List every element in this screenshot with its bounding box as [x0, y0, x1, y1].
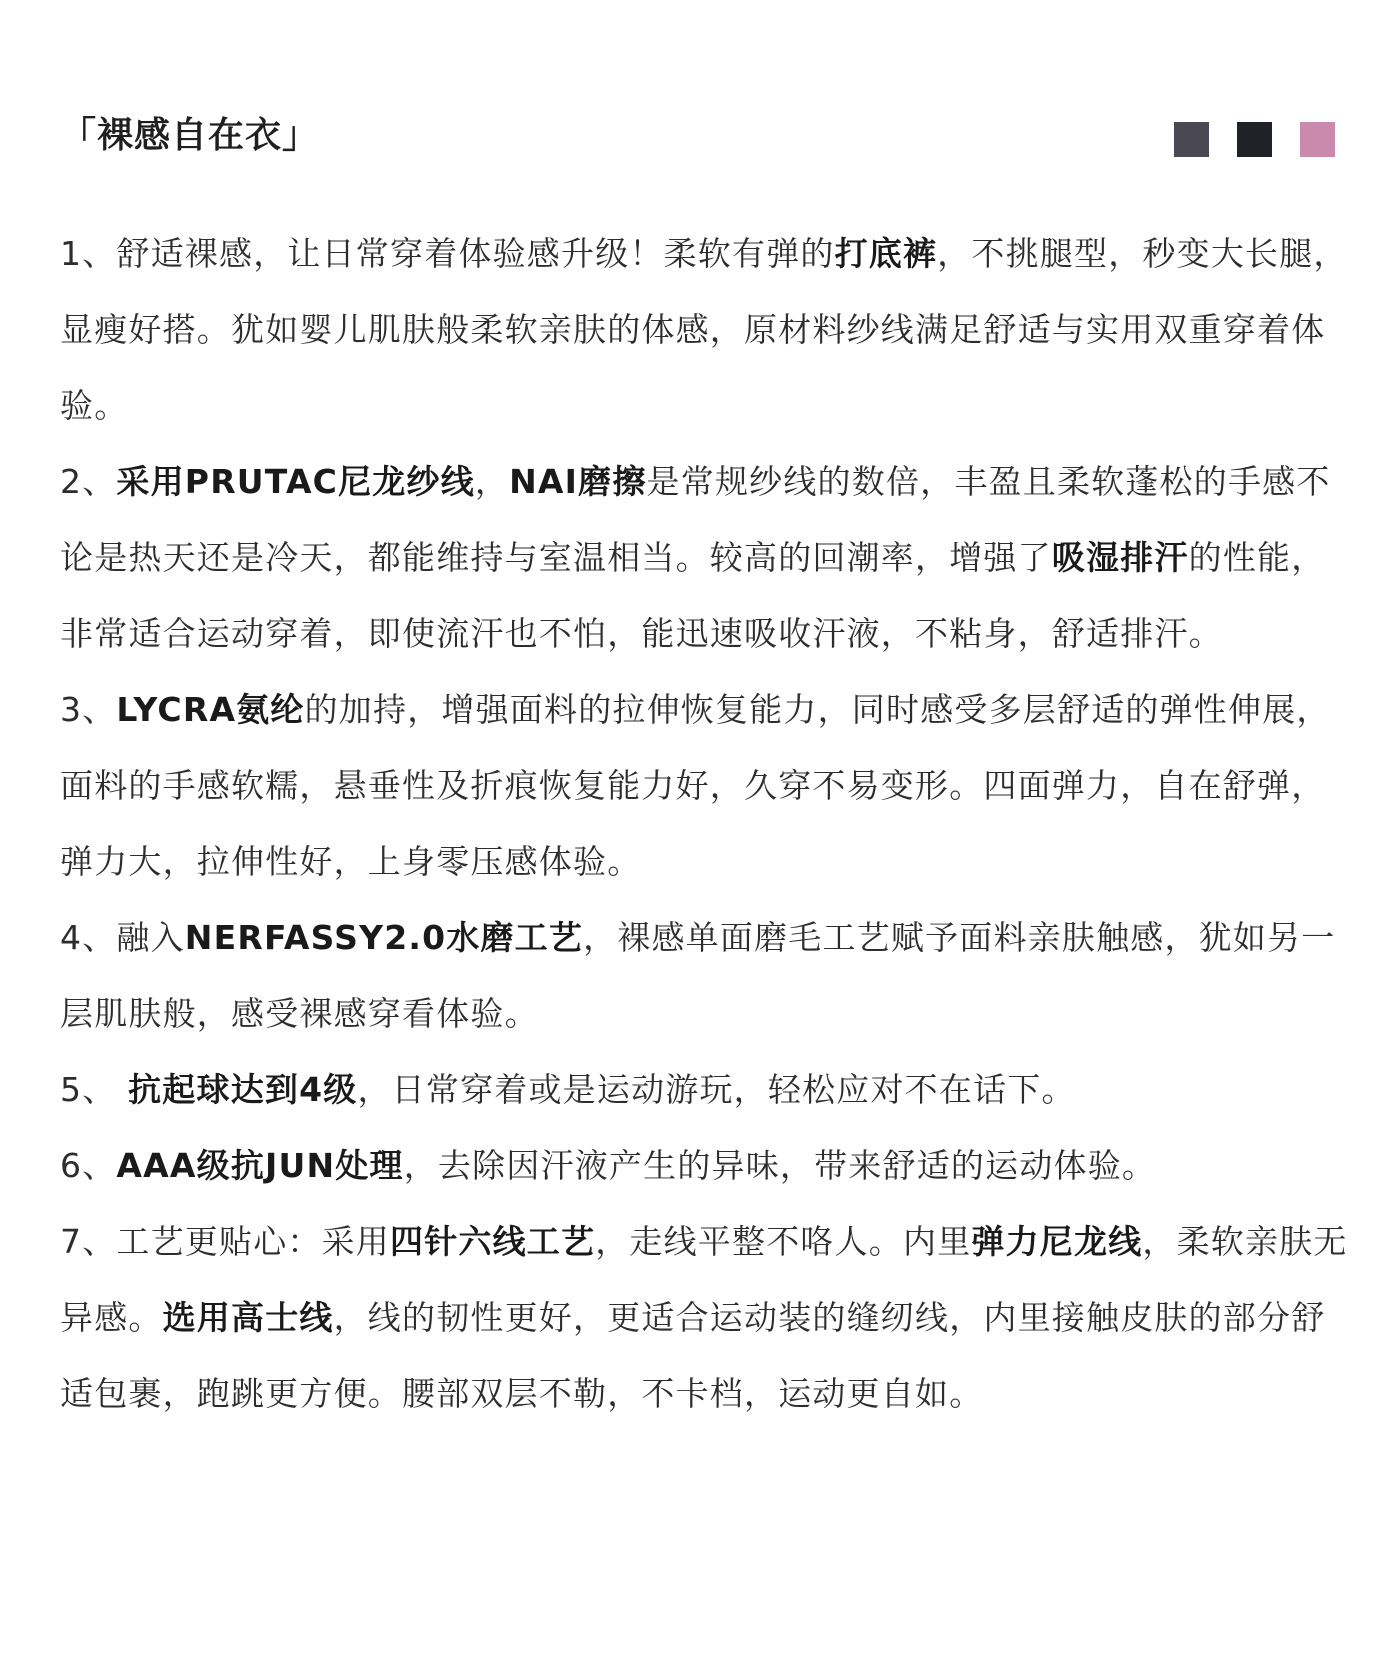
highlight-text: 吸湿排汗: [1051, 538, 1189, 577]
body-text: 是常规纱线的数倍，丰盈且柔软蓬松的手感不论是热天还是冷天，都能维持与室温相当。较高的回潮率，增强了: [60, 462, 1331, 577]
color-swatches: [1174, 122, 1335, 157]
body-text: ，日常穿着或是运动游玩，轻松应对不在话下。: [357, 1070, 1076, 1109]
page-title: 「裸感自在衣」: [60, 115, 320, 156]
body-text: 2、: [60, 462, 117, 501]
feature-paragraph: [60, 672, 1350, 900]
highlight-text: AAA级抗JUN处理: [116, 1146, 404, 1185]
body-text: ，线的韧性更好，更适合运动装的缝纫线，内里接触皮肤的部分舒适包裹，跑跳更方便。腰部双层不勒，不卡档，运动更自如。: [60, 1298, 1326, 1413]
highlight-text: LYCRA氨纶: [116, 690, 305, 729]
body-text: 6、: [60, 1146, 117, 1185]
feature-paragraph: [60, 900, 1350, 1052]
feature-list: [60, 216, 1350, 1432]
body-text: 3、: [60, 690, 117, 729]
feature-paragraph: [60, 1128, 1350, 1204]
swatch-black: [1237, 122, 1272, 157]
feature-paragraph: [60, 216, 1350, 444]
body-text: ，裸感单面磨毛工艺赋予面料亲肤触感，犹如另一层肌肤般，感受裸感穿看体验。: [60, 918, 1336, 1033]
body-text: 的性能，非常适合运动穿着，即使流汗也不怕，能迅速吸收汗液，不粘身，舒适排汗。: [60, 538, 1326, 653]
body-text: 5、: [60, 1070, 129, 1109]
highlight-text: NERFASSY2.0水磨工艺: [184, 918, 584, 957]
body-text: 7、工艺更贴心：采用: [60, 1222, 390, 1261]
highlight-text: 弹力尼龙线: [971, 1222, 1143, 1261]
feature-paragraph: [60, 1204, 1350, 1432]
highlight-text: 选用高士线: [162, 1298, 334, 1337]
body-text: ，柔软亲肤无异感。: [60, 1222, 1348, 1337]
body-text: ，走线平整不咯人。内里: [595, 1222, 972, 1261]
feature-paragraph: [60, 1052, 1350, 1128]
swatch-slate: [1174, 122, 1209, 157]
body-text: ，不挑腿型，秒变大长腿，显瘦好搭。犹如婴儿肌肤般柔软亲肤的体感，原材料纱线满足舒适与实用双重穿着体验。: [60, 234, 1348, 425]
highlight-text: 采用PRUTAC尼龙纱线: [116, 462, 475, 501]
highlight-text: 抗起球达到4级: [128, 1070, 358, 1109]
swatch-pink: [1300, 122, 1335, 157]
body-text: ，去除因汗液产生的异味，带来舒适的运动体验。: [403, 1146, 1157, 1185]
highlight-text: 四针六线工艺: [390, 1222, 596, 1261]
highlight-text: NAI磨擦: [509, 462, 647, 501]
body-text: 4、融入: [60, 918, 185, 957]
body-text: 的加持，增强面料的拉伸恢复能力，同时感受多层舒适的弹性伸展，面料的手感软糯，悬垂性及折痕恢复能力好，久穿不易变形。四面弹力，自在舒弹，弹力大，拉伸性好，上身零压感体验。: [60, 690, 1331, 881]
body-text: 1、舒适裸感，让日常穿着体验感升级！柔软有弹的: [60, 234, 835, 273]
body-text: ，: [474, 462, 510, 501]
highlight-text: 打底裤: [834, 234, 938, 273]
feature-paragraph: [60, 444, 1350, 672]
